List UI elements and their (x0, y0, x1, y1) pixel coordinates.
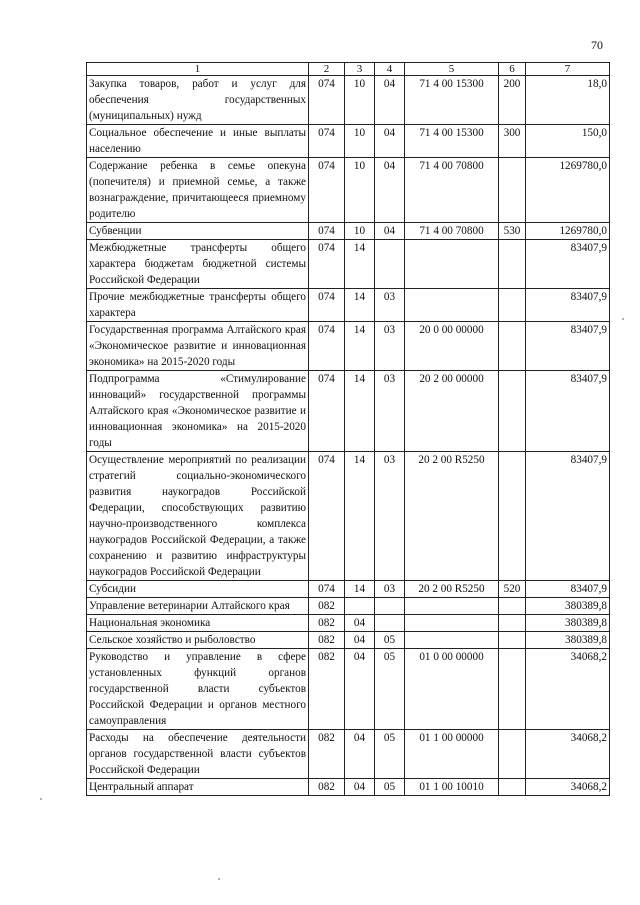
cell-csr (405, 598, 499, 615)
cell-name: Государственная программа Алтайского края «Экономическое развитие и инновационная экономика» на 2015-2020 годы (87, 322, 309, 371)
table-row (87, 289, 610, 322)
cell-vr (499, 371, 526, 452)
budget-table (86, 62, 610, 796)
table-row (87, 371, 610, 452)
cell-csr: 71 4 00 70800 (405, 158, 499, 223)
cell-vr (499, 779, 526, 796)
cell-csr: 01 0 00 00000 (405, 649, 499, 730)
cell-ved: 074 (309, 322, 345, 371)
cell-rz: 14 (345, 371, 375, 452)
table-row (87, 76, 610, 125)
cell-name: Осуществление мероприятий по реализации стратегий социально-экономического развития наукоградов Российской Федерации, способствующих развитию научно-производственного комплекса наукоградов Российской Федерации, а также сохранению и развитию инфраструктуры наукоградов Российской Федерации (87, 452, 309, 581)
table-row (87, 632, 610, 649)
cell-vr: 300 (499, 125, 526, 158)
table-row (87, 581, 610, 598)
cell-ved: 074 (309, 158, 345, 223)
cell-vr (499, 289, 526, 322)
table-row (87, 779, 610, 796)
cell-vr (499, 632, 526, 649)
cell-rz (345, 598, 375, 615)
table-body (87, 63, 610, 796)
table-row (87, 158, 610, 223)
cell-rz: 14 (345, 289, 375, 322)
cell-csr (405, 240, 499, 289)
cell-vr: 520 (499, 581, 526, 598)
cell-csr: 20 2 00 00000 (405, 371, 499, 452)
cell-rz: 14 (345, 240, 375, 289)
cell-name: Управление ветеринарии Алтайского края (87, 598, 309, 615)
cell-amount: 34068,2 (526, 779, 610, 796)
cell-csr: 20 2 00 R5250 (405, 452, 499, 581)
cell-amount: 83407,9 (526, 289, 610, 322)
cell-amount: 34068,2 (526, 730, 610, 779)
cell-pr: 03 (375, 371, 405, 452)
cell-name: Субвенции (87, 223, 309, 240)
cell-name: Прочие межбюджетные трансферты общего характера (87, 289, 309, 322)
cell-rz: 10 (345, 158, 375, 223)
cell-csr (405, 615, 499, 632)
header-cell: 4 (375, 63, 405, 76)
cell-name: Содержание ребенка в семье опекуна (попечителя) и приемной семье, а также вознаграждение, причитающееся приемному родителю (87, 158, 309, 223)
cell-vr (499, 452, 526, 581)
cell-csr (405, 289, 499, 322)
cell-csr: 71 4 00 15300 (405, 76, 499, 125)
cell-rz: 04 (345, 730, 375, 779)
cell-csr: 71 4 00 70800 (405, 223, 499, 240)
cell-pr: 05 (375, 632, 405, 649)
cell-pr (375, 598, 405, 615)
cell-rz: 14 (345, 581, 375, 598)
table-row (87, 452, 610, 581)
cell-rz: 04 (345, 632, 375, 649)
cell-vr: 530 (499, 223, 526, 240)
cell-csr: 20 0 00 00000 (405, 322, 499, 371)
scan-speck (40, 798, 42, 800)
scan-speck (218, 878, 220, 880)
cell-name: Социальное обеспечение и иные выплаты населению (87, 125, 309, 158)
cell-rz: 14 (345, 452, 375, 581)
cell-amount: 83407,9 (526, 240, 610, 289)
cell-ved: 074 (309, 125, 345, 158)
cell-ved: 082 (309, 615, 345, 632)
cell-pr (375, 240, 405, 289)
cell-ved: 074 (309, 240, 345, 289)
cell-vr (499, 240, 526, 289)
cell-vr (499, 598, 526, 615)
cell-ved: 074 (309, 76, 345, 125)
cell-rz: 04 (345, 649, 375, 730)
cell-pr: 05 (375, 779, 405, 796)
table-row (87, 649, 610, 730)
cell-rz: 04 (345, 779, 375, 796)
cell-pr: 03 (375, 289, 405, 322)
cell-name: Подпрограмма «Стимулирование инноваций» государственной программы Алтайского края «Экономическое развитие и инновационная экономика» на 2015-2020 годы (87, 371, 309, 452)
cell-ved: 074 (309, 289, 345, 322)
cell-ved: 074 (309, 371, 345, 452)
cell-vr (499, 730, 526, 779)
cell-csr: 01 1 00 10010 (405, 779, 499, 796)
cell-ved: 082 (309, 649, 345, 730)
cell-amount: 18,0 (526, 76, 610, 125)
cell-name: Сельское хозяйство и рыболовство (87, 632, 309, 649)
cell-amount: 1269780,0 (526, 158, 610, 223)
cell-amount: 83407,9 (526, 371, 610, 452)
header-cell: 3 (345, 63, 375, 76)
header-cell: 7 (526, 63, 610, 76)
header-cell: 5 (405, 63, 499, 76)
cell-pr: 04 (375, 223, 405, 240)
cell-rz: 04 (345, 615, 375, 632)
cell-csr: 20 2 00 R5250 (405, 581, 499, 598)
cell-csr: 01 1 00 00000 (405, 730, 499, 779)
cell-vr (499, 158, 526, 223)
table-row (87, 240, 610, 289)
cell-pr: 03 (375, 452, 405, 581)
cell-name: Закупка товаров, работ и услуг для обеспечения государственных (муниципальных) нужд (87, 76, 309, 125)
header-cell: 1 (87, 63, 309, 76)
cell-amount: 380389,8 (526, 598, 610, 615)
cell-name: Центральный аппарат (87, 779, 309, 796)
cell-name: Межбюджетные трансферты общего характера бюджетам бюджетной системы Российской Федерации (87, 240, 309, 289)
header-cell: 2 (309, 63, 345, 76)
cell-vr (499, 615, 526, 632)
cell-pr (375, 615, 405, 632)
cell-name: Национальная экономика (87, 615, 309, 632)
scan-speck (622, 318, 624, 320)
cell-name: Руководство и управление в сфере установленных функций органов государственной власти субъектов Российской Федерации и органов местного самоуправления (87, 649, 309, 730)
cell-ved: 082 (309, 779, 345, 796)
cell-vr (499, 649, 526, 730)
cell-amount: 380389,8 (526, 632, 610, 649)
cell-ved: 074 (309, 581, 345, 598)
cell-rz: 10 (345, 76, 375, 125)
cell-amount: 1269780,0 (526, 223, 610, 240)
cell-rz: 10 (345, 125, 375, 158)
cell-name: Расходы на обеспечение деятельности органов государственной власти субъектов Российской Федерации (87, 730, 309, 779)
cell-ved: 082 (309, 632, 345, 649)
cell-rz: 14 (345, 322, 375, 371)
cell-name: Субсидии (87, 581, 309, 598)
cell-vr (499, 322, 526, 371)
cell-pr: 05 (375, 649, 405, 730)
cell-pr: 05 (375, 730, 405, 779)
cell-pr: 03 (375, 322, 405, 371)
cell-ved: 074 (309, 452, 345, 581)
table-row (87, 730, 610, 779)
cell-csr: 71 4 00 15300 (405, 125, 499, 158)
cell-csr (405, 632, 499, 649)
cell-vr: 200 (499, 76, 526, 125)
cell-pr: 03 (375, 581, 405, 598)
cell-pr: 04 (375, 125, 405, 158)
cell-pr: 04 (375, 76, 405, 125)
cell-amount: 150,0 (526, 125, 610, 158)
header-cell: 6 (499, 63, 526, 76)
header-row (87, 63, 610, 76)
cell-rz: 10 (345, 223, 375, 240)
cell-amount: 83407,9 (526, 452, 610, 581)
cell-pr: 04 (375, 158, 405, 223)
table-row (87, 615, 610, 632)
cell-ved: 082 (309, 598, 345, 615)
cell-ved: 074 (309, 223, 345, 240)
table-row (87, 223, 610, 240)
cell-amount: 83407,9 (526, 322, 610, 371)
table-row (87, 322, 610, 371)
cell-ved: 082 (309, 730, 345, 779)
page-number: 70 (591, 38, 603, 52)
cell-amount: 380389,8 (526, 615, 610, 632)
cell-amount: 83407,9 (526, 581, 610, 598)
table-row (87, 598, 610, 615)
cell-amount: 34068,2 (526, 649, 610, 730)
table-row (87, 125, 610, 158)
